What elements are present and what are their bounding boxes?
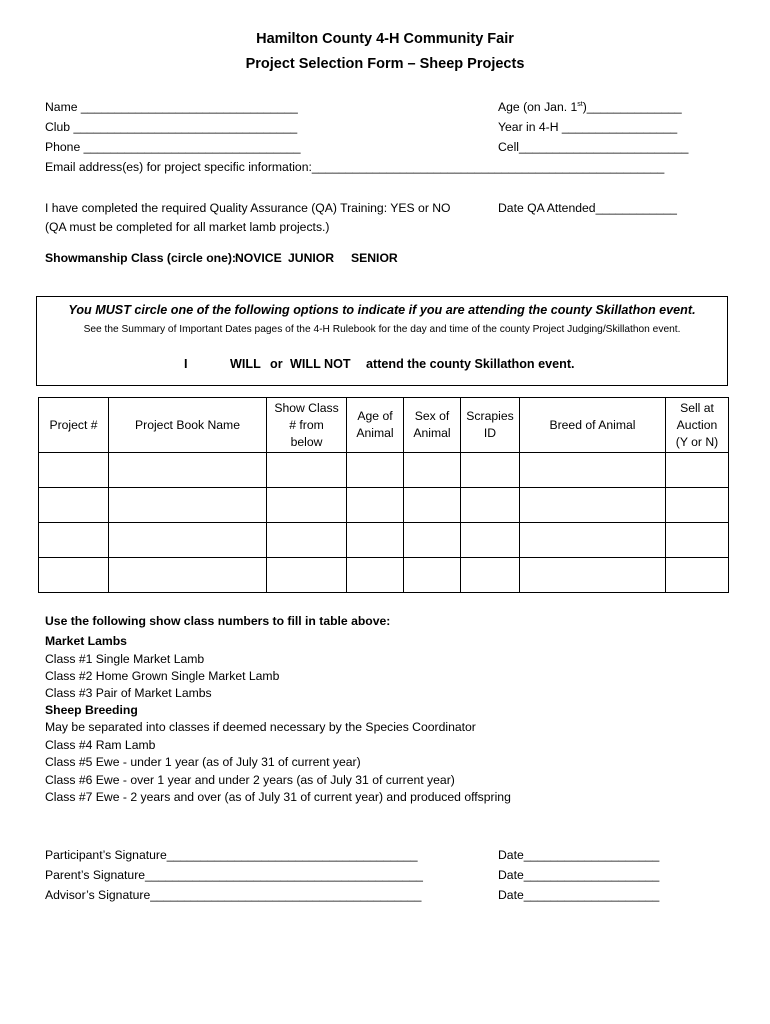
table-cell[interactable] — [109, 488, 267, 523]
showmanship-label: Showmanship Class (circle one): — [45, 251, 236, 265]
table-cell[interactable] — [347, 488, 404, 523]
phone-field[interactable]: Phone ________________________________ — [45, 140, 301, 154]
class-item-6: Class #6 Ewe - over 1 year and under 2 years (as of July 31 of current year) — [45, 773, 455, 787]
table-cell[interactable] — [461, 488, 520, 523]
table-cell[interactable] — [109, 523, 267, 558]
skillathon-box — [36, 296, 728, 386]
table-cell[interactable] — [520, 558, 666, 593]
table-cell[interactable] — [404, 488, 461, 523]
table-cell[interactable] — [520, 453, 666, 488]
header-project-number: Project # — [39, 398, 109, 453]
table-cell[interactable] — [267, 523, 347, 558]
table-cell[interactable] — [666, 523, 729, 558]
table-cell[interactable] — [267, 453, 347, 488]
advisor-date-field[interactable]: Date____________________ — [498, 888, 660, 902]
table-cell[interactable] — [347, 453, 404, 488]
class-item-1: Class #1 Single Market Lamb — [45, 652, 205, 666]
skillathon-heading: You MUST circle one of the following options to indicate if you are attending the county Skillathon event. — [68, 303, 696, 317]
advisor-signature-field[interactable]: Advisor’s Signature________________________________________ — [45, 888, 422, 902]
table-cell[interactable] — [520, 488, 666, 523]
class-item-4: Class #4 Ram Lamb — [45, 738, 156, 752]
table-cell[interactable] — [39, 453, 109, 488]
table-cell[interactable] — [461, 523, 520, 558]
table-cell[interactable] — [404, 523, 461, 558]
table-cell[interactable] — [520, 523, 666, 558]
show-class-intro: Use the following show class numbers to fill in table above: — [45, 614, 391, 628]
table-row — [39, 523, 729, 558]
header-breed-of-animal: Breed of Animal — [520, 398, 666, 453]
skillathon-pronoun: I — [184, 357, 188, 371]
project-table — [38, 397, 729, 593]
skillathon-or: or — [270, 357, 283, 371]
table-cell[interactable] — [461, 453, 520, 488]
table-row — [39, 488, 729, 523]
header-show-class: Show Class # from below — [267, 398, 347, 453]
table-cell[interactable] — [39, 488, 109, 523]
table-cell[interactable] — [404, 558, 461, 593]
table-row — [39, 453, 729, 488]
showmanship-option-novice[interactable]: NOVICE — [235, 251, 282, 265]
table-cell[interactable] — [404, 453, 461, 488]
sheep-breeding-heading: Sheep Breeding — [45, 703, 138, 717]
email-field[interactable]: Email address(es) for project specific information:____________________________________________________ — [45, 160, 665, 174]
header-sell-at-auction: Sell at Auction (Y or N) — [666, 398, 729, 453]
class-item-3: Class #3 Pair of Market Lambs — [45, 686, 212, 700]
market-lambs-heading: Market Lambs — [45, 634, 127, 648]
showmanship-option-junior[interactable]: JUNIOR — [288, 251, 335, 265]
table-cell[interactable] — [666, 488, 729, 523]
age-field[interactable]: Age (on Jan. 1st)______________ — [498, 100, 682, 114]
table-cell[interactable] — [267, 488, 347, 523]
qa-training-statement[interactable]: I have completed the required Quality Assurance (QA) Training: YES or NO — [45, 201, 451, 215]
table-cell[interactable] — [39, 558, 109, 593]
table-cell[interactable] — [267, 558, 347, 593]
skillathon-option-will-not[interactable]: WILL NOT — [290, 357, 351, 371]
qa-date-field[interactable]: Date QA Attended____________ — [498, 201, 677, 215]
name-field[interactable]: Name ________________________________ — [45, 100, 298, 114]
class-item-7: Class #7 Ewe - 2 years and over (as of July 31 of current year) and produced offspring — [45, 790, 511, 804]
skillathon-rest: attend the county Skillathon event. — [366, 357, 575, 371]
table-row — [39, 558, 729, 593]
table-header-row — [39, 398, 729, 453]
parent-signature-field[interactable]: Parent’s Signature_________________________________________ — [45, 868, 423, 882]
header-project-book-name: Project Book Name — [109, 398, 267, 453]
table-cell[interactable] — [461, 558, 520, 593]
header-scrapies-id: Scrapies ID — [461, 398, 520, 453]
table-cell[interactable] — [347, 523, 404, 558]
showmanship-option-senior[interactable]: SENIOR — [351, 251, 398, 265]
form-title: Hamilton County 4-H Community Fair — [256, 31, 514, 47]
parent-date-field[interactable]: Date____________________ — [498, 868, 660, 882]
table-cell[interactable] — [666, 558, 729, 593]
class-item-5: Class #5 Ewe - under 1 year (as of July 31 of current year) — [45, 755, 361, 769]
year-in-4h-field[interactable]: Year in 4-H _________________ — [498, 120, 678, 134]
qa-note: (QA must be completed for all market lamb projects.) — [45, 220, 330, 234]
table-cell[interactable] — [347, 558, 404, 593]
club-field[interactable]: Club _________________________________ — [45, 120, 298, 134]
header-sex-of-animal: Sex of Animal — [404, 398, 461, 453]
breeding-note: May be separated into classes if deemed necessary by the Species Coordinator — [45, 720, 476, 734]
class-item-2: Class #2 Home Grown Single Market Lamb — [45, 669, 280, 683]
header-age-of-animal: Age of Animal — [347, 398, 404, 453]
skillathon-option-will[interactable]: WILL — [230, 357, 261, 371]
skillathon-note: See the Summary of Important Dates pages of the 4-H Rulebook for the day and time of the county Project Judging/Skillathon event. — [83, 324, 681, 335]
table-cell[interactable] — [666, 453, 729, 488]
table-cell[interactable] — [39, 523, 109, 558]
table-cell[interactable] — [109, 558, 267, 593]
table-cell[interactable] — [109, 453, 267, 488]
participant-signature-field[interactable]: Participant’s Signature_____________________________________ — [45, 848, 418, 862]
cell-field[interactable]: Cell_________________________ — [498, 140, 689, 154]
form-subtitle: Project Selection Form – Sheep Projects — [245, 56, 525, 72]
participant-date-field[interactable]: Date____________________ — [498, 848, 660, 862]
